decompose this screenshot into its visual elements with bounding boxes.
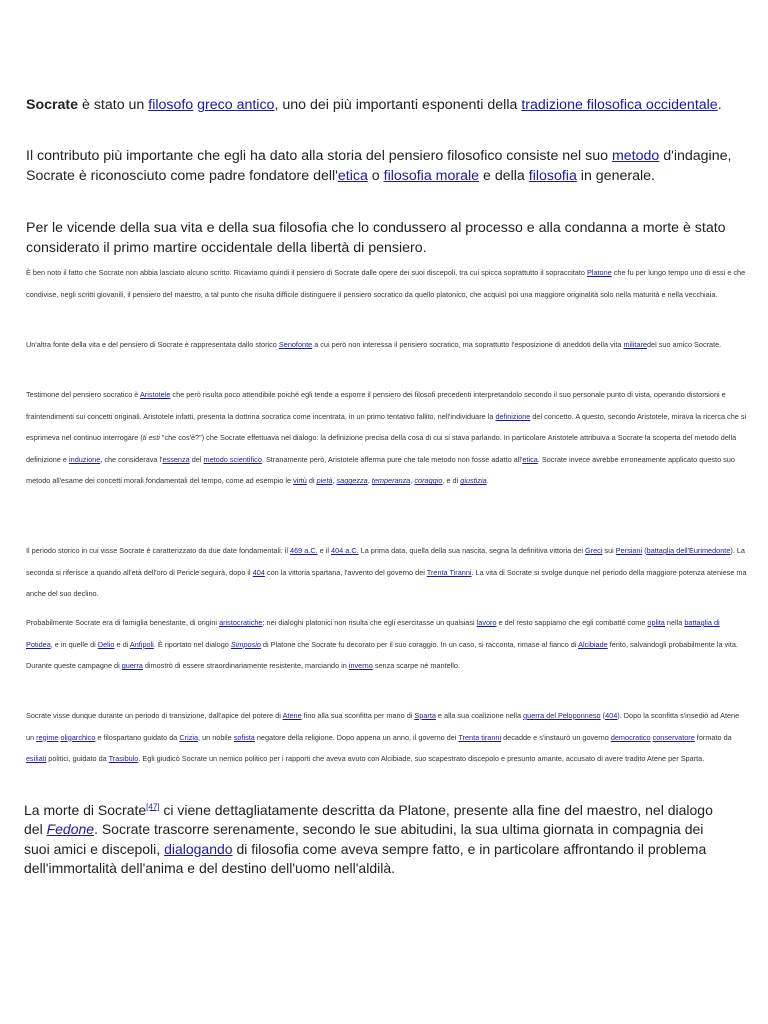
link-404-a-c[interactable]: 404 a.C. xyxy=(331,546,359,555)
text-run: di xyxy=(306,476,317,486)
link-etica[interactable]: etica xyxy=(337,168,368,184)
text-run: e del resto sappiamo che egli combatté come xyxy=(496,618,648,627)
link-crizia[interactable]: Crizia xyxy=(179,732,199,742)
text-run: . La vita di Socrate si svolge dunque nel periodo della maggiore potenza ateniese ma anche del suo declino. xyxy=(26,567,747,599)
text-run: senza scarpe né mantello. xyxy=(372,661,461,671)
text-run: Per le vicende della sua vita e della sua filosofia che lo condussero al processo e alla condanna a morte è stato considerato il primo martire occidentale della libertà di pensiero. xyxy=(26,220,726,256)
link-atene[interactable]: Atene xyxy=(282,711,302,720)
contribution-paragraph xyxy=(26,146,748,186)
text-run: . È riportato nel dialogo xyxy=(153,639,231,649)
text-run: , uno dei più importanti esponenti della xyxy=(274,97,522,113)
text-run: e di xyxy=(114,639,130,649)
text-run: Il periodo storico in cui visse Socrate è caratterizzato da due date fondamentali: il xyxy=(26,546,291,555)
link-greco-antico[interactable]: greco antico xyxy=(197,97,275,113)
text-run: formato da xyxy=(694,732,732,742)
intro-paragraph xyxy=(26,95,748,115)
link-battaglia-dell-eurimedonte[interactable]: battaglia dell'Eurimedonte xyxy=(646,546,731,555)
sources-xenophon-paragraph xyxy=(26,334,748,356)
link-alcibiade[interactable]: Alcibiade xyxy=(578,639,608,649)
text-run: ). La seconda si riferisce a quando all'età dell'oro di Pericle seguirà, dopo il xyxy=(26,546,745,577)
text-run: , xyxy=(410,476,415,486)
text-run: dimostrò di essere straordinariamente resistente, marciando in xyxy=(142,661,349,671)
link-aristocratiche[interactable]: aristocratiche xyxy=(219,618,263,627)
citation-ref xyxy=(146,802,159,811)
text-run: , un nobile xyxy=(198,732,234,742)
link-inverno[interactable]: inverno xyxy=(348,661,373,671)
text-run: Probabilmente Socrate era di famiglia benestante, di origini xyxy=(26,618,220,627)
text-run: Testimone del pensiero socratico è xyxy=(26,390,140,399)
text-run: ferito, salvandogli probabilmente la vita. Durante queste campagne di xyxy=(26,639,738,671)
text-run: politici, guidato da xyxy=(46,754,109,764)
bold-term: Socrate xyxy=(26,97,79,113)
text-run: di filosofia come aveva sempre fatto, e in particolare affrontando il problema dell'immortalità dell'anima e del destino dell'uomo nell'aldilà. xyxy=(24,840,707,877)
link-filosofia[interactable]: filosofia xyxy=(528,168,577,184)
link-guerra[interactable]: guerra xyxy=(121,661,143,671)
link-guerra-del-peloponneso[interactable]: guerra del Peloponneso xyxy=(523,711,601,720)
sources-plato-paragraph xyxy=(26,262,748,305)
text-run: sui xyxy=(602,546,616,555)
text-run: e filospartano guidato da xyxy=(95,732,180,742)
link-greci[interactable]: Greci xyxy=(584,546,603,555)
text-run: ( xyxy=(642,546,647,555)
link-conservatore[interactable]: conservatore xyxy=(652,732,695,742)
text-run: ). Dopo la sconfitta s'insediò ad Atene un xyxy=(26,711,740,742)
link-47[interactable]: [47] xyxy=(146,802,160,812)
text-run: Socrate visse dunque durante un periodo di transizione, dall'apice del potere di xyxy=(26,711,283,720)
text-run: , xyxy=(332,476,337,486)
text-run: nella xyxy=(664,618,685,627)
link-oplita[interactable]: oplita xyxy=(647,618,665,627)
link-giustizia[interactable]: giustizia xyxy=(460,476,487,486)
transition-paragraph xyxy=(26,705,748,770)
text-run: È ben noto il fatto che Socrate non abbia lasciato alcuno scritto. Ricaviamo quindi il pensiero di Socrate dalle opere dei suoi discepoli, tra cui spicca soprattutto il sopraccitato xyxy=(26,268,587,277)
link-definizione[interactable]: definizione xyxy=(495,411,531,421)
link-metodo-scientifico[interactable]: metodo scientifico xyxy=(203,454,262,464)
link-senofonte[interactable]: Senofonte xyxy=(278,340,313,349)
link-trasibulo[interactable]: Trasibulo xyxy=(108,754,139,764)
link-404[interactable]: 404 xyxy=(252,567,265,577)
text-run: , che considerava l' xyxy=(100,454,163,464)
text-run: "che cos'è?") che Socrate effettuava nel dialogo: la definizione precisa della cosa di cui si stava parlando. In particolare Aristotele attribuiva a Socrate la scoperta del metodo della definizione e xyxy=(26,433,737,464)
text-run: . Socrate invece avrebbe erroneamente applicato questo suo metodo all'esame dei concetti morali fondamentali del tempo, come ad esempio le xyxy=(26,454,735,486)
text-run: . xyxy=(717,97,722,113)
link-piet[interactable]: pietà xyxy=(316,476,333,486)
link-delio[interactable]: Delio xyxy=(97,639,115,649)
text-run: ; nei dialoghi platonici non risulta che egli esercitasse un qualsiasi xyxy=(262,618,477,627)
text-run: fino alla sua sconfitta per mano di xyxy=(301,711,415,720)
text-run: negatore della religione. Dopo appena un anno, il governo dei xyxy=(254,732,459,742)
link-trenta-tiranni[interactable]: Trenta Tiranni xyxy=(426,567,472,577)
text-run: d'indagine, Socrate è riconosciuto come padre fondatore dell' xyxy=(26,148,732,184)
text-run: La morte di Socrate xyxy=(24,802,147,818)
link-saggezza[interactable]: saggezza xyxy=(336,476,368,486)
sources-aristotle-paragraph xyxy=(26,384,748,492)
text-run: , xyxy=(367,476,372,486)
link-persiani[interactable]: Persiani xyxy=(615,546,643,555)
link-virt[interactable]: virtù xyxy=(293,476,307,486)
link-dialogando[interactable]: dialogando xyxy=(164,840,233,857)
link-battaglia-di-potidea[interactable]: battaglia di Potidea xyxy=(26,618,720,649)
link-oligarchico[interactable]: oligarchico xyxy=(60,732,96,742)
text-run: e alla sua coalizione nella xyxy=(435,711,524,720)
link-fedone[interactable]: Fedone xyxy=(46,821,95,838)
link-trenta-tiranni[interactable]: Trenta tiranni xyxy=(458,732,502,742)
link-temperanza[interactable]: temperanza xyxy=(371,476,411,486)
text-run: ( xyxy=(600,711,606,720)
text-run: . Socrate trascorre serenamente, secondo le sue abitudini, la sua ultima giornata in compagnia dei suoi amici e discepoli, xyxy=(24,821,704,857)
link-regime[interactable]: regime xyxy=(36,732,59,742)
link-esiliati[interactable]: esiliati xyxy=(26,754,47,764)
text-run: di Platone che Socrate fu decorato per il suo coraggio. In un caso, si racconta, rimase al fianco di xyxy=(260,639,579,649)
historical-period-paragraph xyxy=(26,540,748,605)
link-platone[interactable]: Platone xyxy=(586,268,612,277)
link-469-a-c[interactable]: 469 a.C. xyxy=(290,546,318,555)
link-filosofia-morale[interactable]: filosofia morale xyxy=(383,168,480,184)
link-filosofo[interactable]: filosofo xyxy=(148,97,194,113)
link-induzione[interactable]: induzione xyxy=(69,454,101,464)
link-aristotele[interactable]: Aristotele xyxy=(139,390,171,399)
family-war-paragraph xyxy=(26,612,748,677)
text-run: Il contributo più importante che egli ha dato alla storia del pensiero filosofico consiste nel suo xyxy=(26,148,612,164)
link-simposio[interactable]: Simposio xyxy=(230,639,261,649)
text-run: del xyxy=(189,454,204,464)
text-run: e il xyxy=(317,546,332,555)
text-run: ci viene dettagliatamente descritta da Platone, presente alla fine del maestro, nel dialogo del xyxy=(24,802,713,838)
text-run: del suo amico Socrate. xyxy=(646,340,722,349)
text-run: La prima data, quella della sua nascita, segna la definitiva vittoria dei xyxy=(358,546,585,555)
link-anfipoli[interactable]: Anfipoli xyxy=(129,639,154,649)
link-metodo[interactable]: metodo xyxy=(611,148,660,164)
text-run: con la vittoria spartana, l'avvento del governo dei xyxy=(264,567,427,577)
text-run: . xyxy=(486,476,489,486)
text-run: che però risulta poco attendibile poiché egli tende a esporre il pensiero dei filosofi precedenti interpretandolo secondo il suo personale punto di vista, operando distorsioni e fraintendimenti sui concetti originali. Aristotele infatti, presenta la dottrina socratica come incentrata, in un primo tentativo fallito, nell'individuare la xyxy=(26,390,726,421)
link-coraggio[interactable]: coraggio xyxy=(414,476,443,486)
link-etica[interactable]: etica xyxy=(522,454,538,464)
link-lavoro[interactable]: lavoro xyxy=(476,618,497,627)
text-run: , e di xyxy=(442,476,461,486)
link-sparta[interactable]: Sparta xyxy=(414,711,436,720)
death-paragraph xyxy=(24,801,724,879)
link-militare[interactable]: militare xyxy=(623,340,647,349)
text-run: che fu per lungo tempo uno di essi e che condivise, negli scritti giovanili, il pensiero del maestro, a tal punto che risulta difficile distinguere il pensiero socratico da quello platonico, che acquisì poi una maggiore originalità solo nella maturità e nella vecchiaia. xyxy=(26,268,746,299)
text-run: decadde e s'instaurò un governo xyxy=(501,732,611,742)
link-democratico[interactable]: democratico xyxy=(610,732,651,742)
link-essenza[interactable]: essenza xyxy=(162,454,190,464)
text-run: a cui però non interessa il pensiero socratico, ma soprattutto l'esposizione di aneddoti della vita xyxy=(312,340,624,349)
text-run: o xyxy=(367,168,384,184)
text-run: e della xyxy=(479,168,529,184)
text-run: , e in quelle di xyxy=(50,639,98,649)
text-run: in generale. xyxy=(576,168,655,184)
text-run: . Egli giudicò Socrate un nemico politico per i rapporti che aveva avuto con Alcibiade, suo scapestrato discepolo e presunto amante, accusato di avere tradito Atene per Sparta. xyxy=(138,754,705,764)
text-run: Un'altra fonte della vita e del pensiero di Socrate è rappresentata dallo storico xyxy=(26,340,279,349)
text-run: . Stranamente però, Aristotele afferma pure che tale metodo non fosse adatto all' xyxy=(261,454,523,464)
text-run: ti esti xyxy=(142,433,160,443)
link-sofista[interactable]: sofista xyxy=(233,732,255,742)
link-tradizione-filosofica-occidentale[interactable]: tradizione filosofica occidentale xyxy=(521,97,718,113)
text-run: è stato un xyxy=(78,97,149,113)
martyr-paragraph xyxy=(26,218,748,258)
text-run: del concetto. A questo, secondo Aristotele, mirava la ricerca che si esprimeva nel continuo interrogare ( xyxy=(26,411,747,443)
link-404[interactable]: 404 xyxy=(605,711,618,720)
